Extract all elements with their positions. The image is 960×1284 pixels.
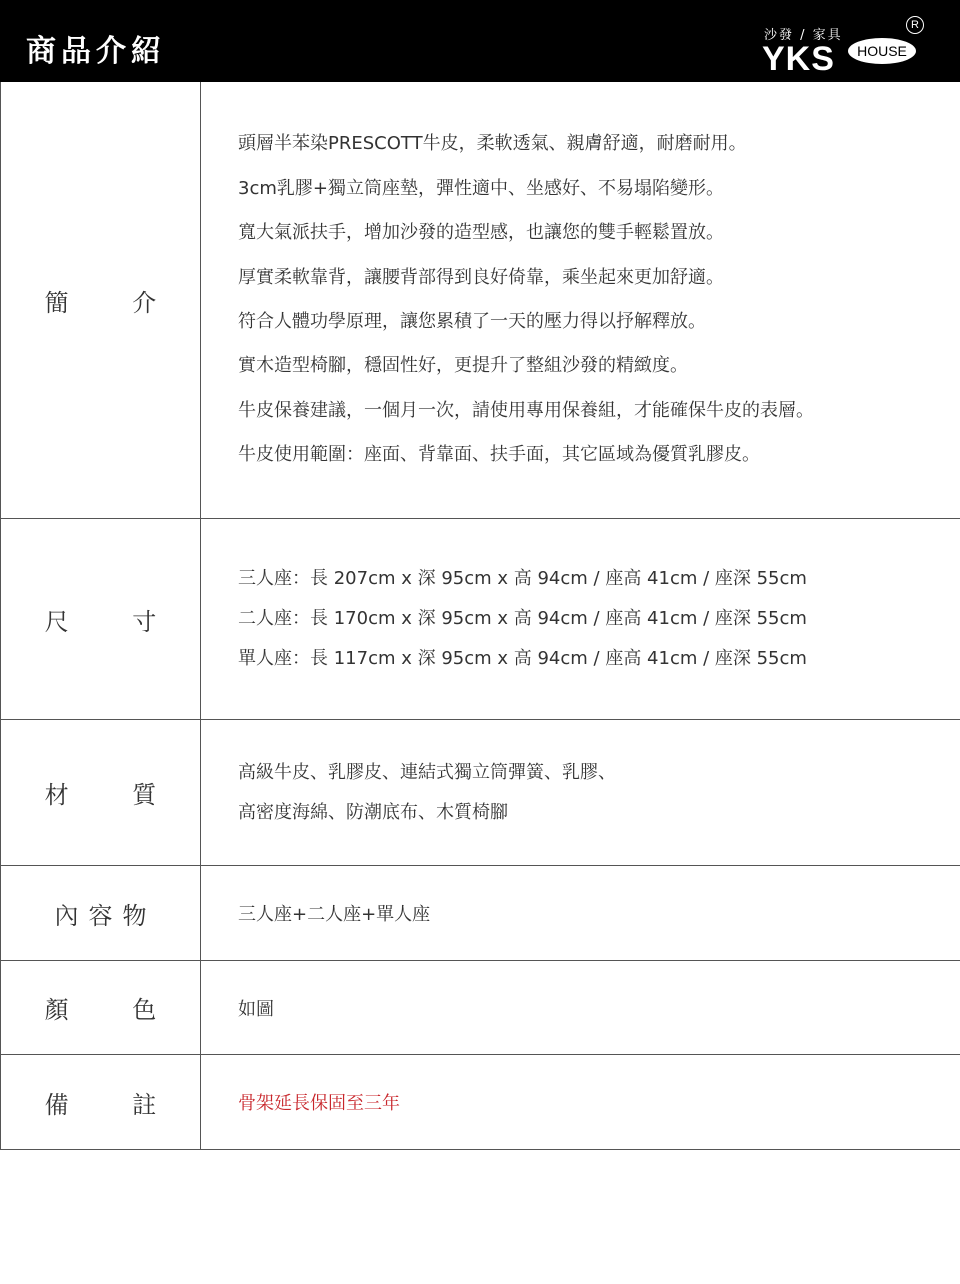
size-line: 單人座：長 117cm x 深 95cm x 高 94cm / 座高 41cm / 座深 55cm <box>238 648 807 669</box>
spec-row-size <box>1 518 960 719</box>
spec-content-material <box>201 720 960 865</box>
spec-row-color <box>1 960 960 1054</box>
spec-label-intro: 簡 介 <box>1 82 201 518</box>
spec-content-note <box>201 1055 960 1149</box>
intro-line: 寬大氣派扶手，增加沙發的造型感，也讓您的雙手輕鬆置放。 <box>238 222 724 244</box>
intro-line: 牛皮使用範圍：座面、背靠面、扶手面，其它區域為優質乳膠皮。 <box>238 444 760 466</box>
spec-row-contents <box>1 865 960 960</box>
spec-content-contents <box>201 866 960 960</box>
color-line: 如圖 <box>238 998 274 1020</box>
size-line: 三人座：長 207cm x 深 95cm x 高 94cm / 座高 41cm / 座深 55cm <box>238 568 807 589</box>
brand-logo <box>760 16 930 78</box>
spec-content-color <box>201 961 960 1054</box>
logo-subtitle: 沙發 / 家具 <box>764 28 843 43</box>
spec-content-intro <box>201 82 960 518</box>
spec-content-size <box>201 519 960 719</box>
material-line: 高密度海綿、防潮底布、木質椅腳 <box>238 801 508 823</box>
spec-label-note: 備 註 <box>1 1055 201 1149</box>
intro-line: 符合人體功學原理，讓您累積了一天的壓力得以抒解釋放。 <box>238 311 706 332</box>
spec-row-material <box>1 719 960 865</box>
page-header <box>0 0 960 82</box>
logo-brand: YKS <box>762 40 835 78</box>
page-title: 商品介紹 <box>26 34 166 69</box>
spec-row-note <box>1 1054 960 1149</box>
spec-label-contents: 內容物 <box>1 866 201 960</box>
spec-label-size: 尺 寸 <box>1 519 201 719</box>
warranty-note: 骨架延長保固至三年 <box>238 1093 400 1114</box>
spec-table <box>0 82 960 1150</box>
intro-line: 頭層半苯染PRESCOTT牛皮，柔軟透氣、親膚舒適，耐磨耐用。 <box>238 133 747 155</box>
material-line: 高級牛皮、乳膠皮、連結式獨立筒彈簧、乳膠、 <box>238 761 616 783</box>
size-line: 二人座：長 170cm x 深 95cm x 高 94cm / 座高 41cm / 座深 55cm <box>238 608 807 629</box>
contents-line: 三人座+二人座+單人座 <box>238 904 431 925</box>
intro-line: 3cm乳膠+獨立筒座墊，彈性適中、坐感好、不易塌陷變形。 <box>238 177 724 199</box>
registered-mark-icon: R <box>906 16 924 34</box>
intro-line: 實木造型椅腳，穩固性好，更提升了整組沙發的精緻度。 <box>238 355 688 377</box>
intro-line: 厚實柔軟靠背，讓腰背部得到良好倚靠，乘坐起來更加舒適。 <box>238 266 724 288</box>
spec-row-intro <box>1 82 960 518</box>
spec-label-material: 材 質 <box>1 720 201 865</box>
intro-line: 牛皮保養建議，一個月一次，請使用專用保養組，才能確保牛皮的表層。 <box>238 399 814 421</box>
spec-label-color: 顏 色 <box>1 961 201 1054</box>
logo-house-badge: HOUSE <box>848 38 916 64</box>
